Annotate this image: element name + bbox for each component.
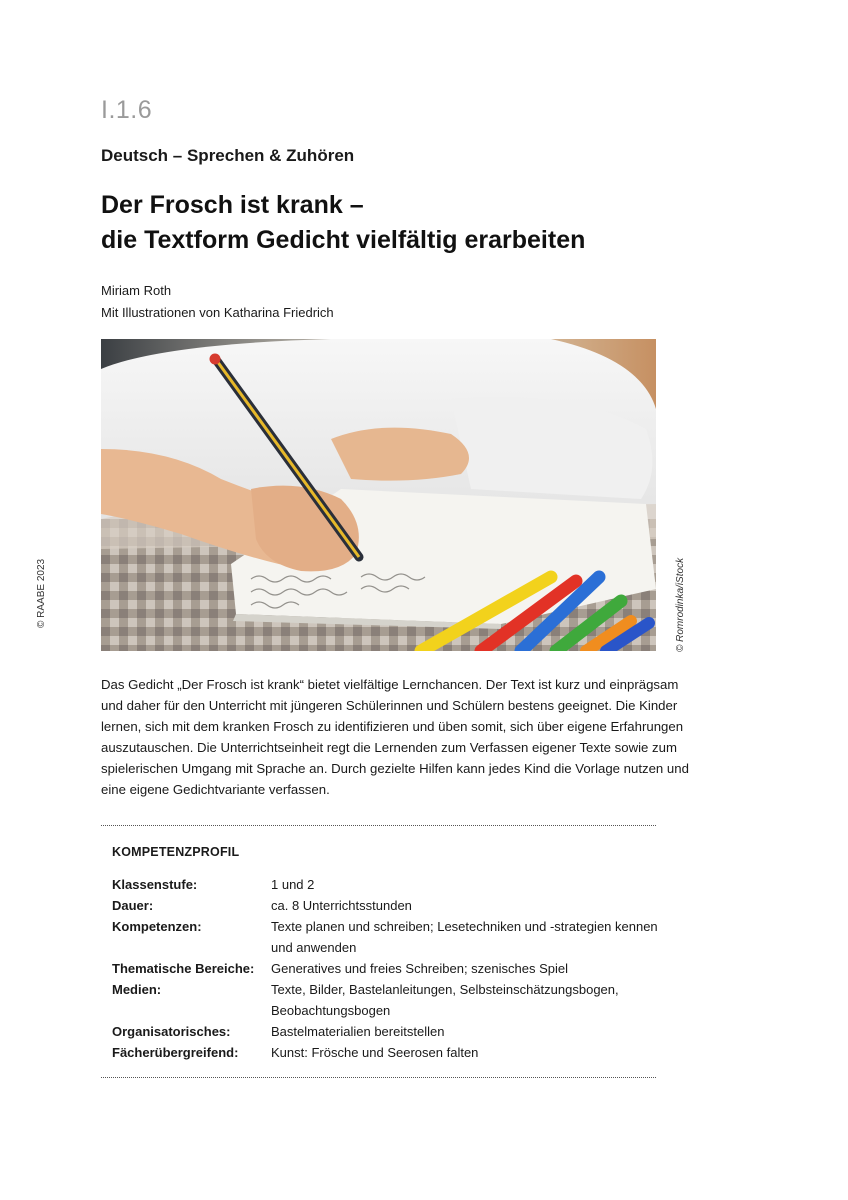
profile-row [112,916,657,958]
profile-value [271,958,657,979]
intro-line: und daher für den Unterricht mit jüngeren Schülerinnen und Schülern bestens geeignet. Die Kinder [101,698,678,713]
profile-value-line: Texte, Bilder, Bastelanleitungen, Selbsteinschätzungsbogen, [271,982,619,997]
profile-value [271,979,657,1021]
profile-heading: KOMPETENZPROFIL [112,845,240,859]
profile-label: Kompetenzen: [112,919,202,934]
title-line-1: Der Frosch ist krank – [101,191,364,219]
profile-value-line: ca. 8 Unterrichtsstunden [271,898,412,913]
photo-credit: © Romrodinka/iStock [675,557,686,652]
profile-value [271,1021,657,1042]
divider-top [101,825,656,826]
profile-value-line: Beobachtungsbogen [271,1003,391,1018]
intro-line: Das Gedicht „Der Frosch ist krank“ bietet vielfältige Lernchancen. Der Text ist kurz und einprägsam [101,677,679,692]
illustrator-credit: Mit Illustrationen von Katharina Friedrich [101,305,334,320]
profile-row [112,895,657,916]
title-line-2: die Textform Gedicht vielfältig erarbeiten [101,226,586,254]
profile-value [271,874,657,895]
profile-label: Medien: [112,982,162,997]
competence-profile [112,874,657,1063]
profile-label: Dauer: [112,898,154,913]
profile-value [271,916,658,958]
author-block [101,280,334,324]
intro-line: spielerischen Umgang mit Sprache an. Durch gezielte Hilfen kann jedes Kind die Vorlage nutzen und [101,761,689,776]
profile-row [112,1042,657,1063]
unit-code: I.1.6 [101,96,153,124]
profile-value-line: Generatives und freies Schreiben; szenisches Spiel [271,961,568,976]
profile-value-line: Texte planen und schreiben; Lesetechniken und -strategien kennen [271,919,658,934]
cover-photo [101,339,656,651]
profile-value-line: Kunst: Frösche und Seerosen falten [271,1045,479,1060]
subject-line: Deutsch – Sprechen & Zuhören [101,146,355,165]
author-name: Miriam Roth [101,283,172,298]
profile-row [112,874,657,895]
intro-paragraph [101,674,689,800]
profile-label: Thematische Bereiche: [112,961,255,976]
profile-row [112,1021,657,1042]
profile-value-line: Bastelmaterialien bereitstellen [271,1024,445,1039]
side-copyright: © RAABE 2023 [36,558,47,628]
profile-value-line: 1 und 2 [271,877,315,892]
profile-label: Klassenstufe: [112,877,198,892]
profile-label: Fächerübergreifend: [112,1045,239,1060]
profile-row [112,958,657,979]
divider-bottom [101,1077,656,1078]
profile-row [112,979,657,1021]
profile-value [271,895,657,916]
intro-line: eine eigene Gedichtvariante verfassen. [101,782,330,797]
page-title [101,188,721,258]
intro-line: lernen, sich mit dem kranken Frosch zu identifizieren und üben somit, sich über eigene Erfahrungen [101,719,684,734]
profile-value [271,1042,657,1063]
profile-value-line: und anwenden [271,940,357,955]
intro-line: auszutauschen. Die Unterrichtseinheit regt die Lernenden zum Verfassen eigener Texte sowie zum [101,740,677,755]
profile-label: Organisatorisches: [112,1024,231,1039]
